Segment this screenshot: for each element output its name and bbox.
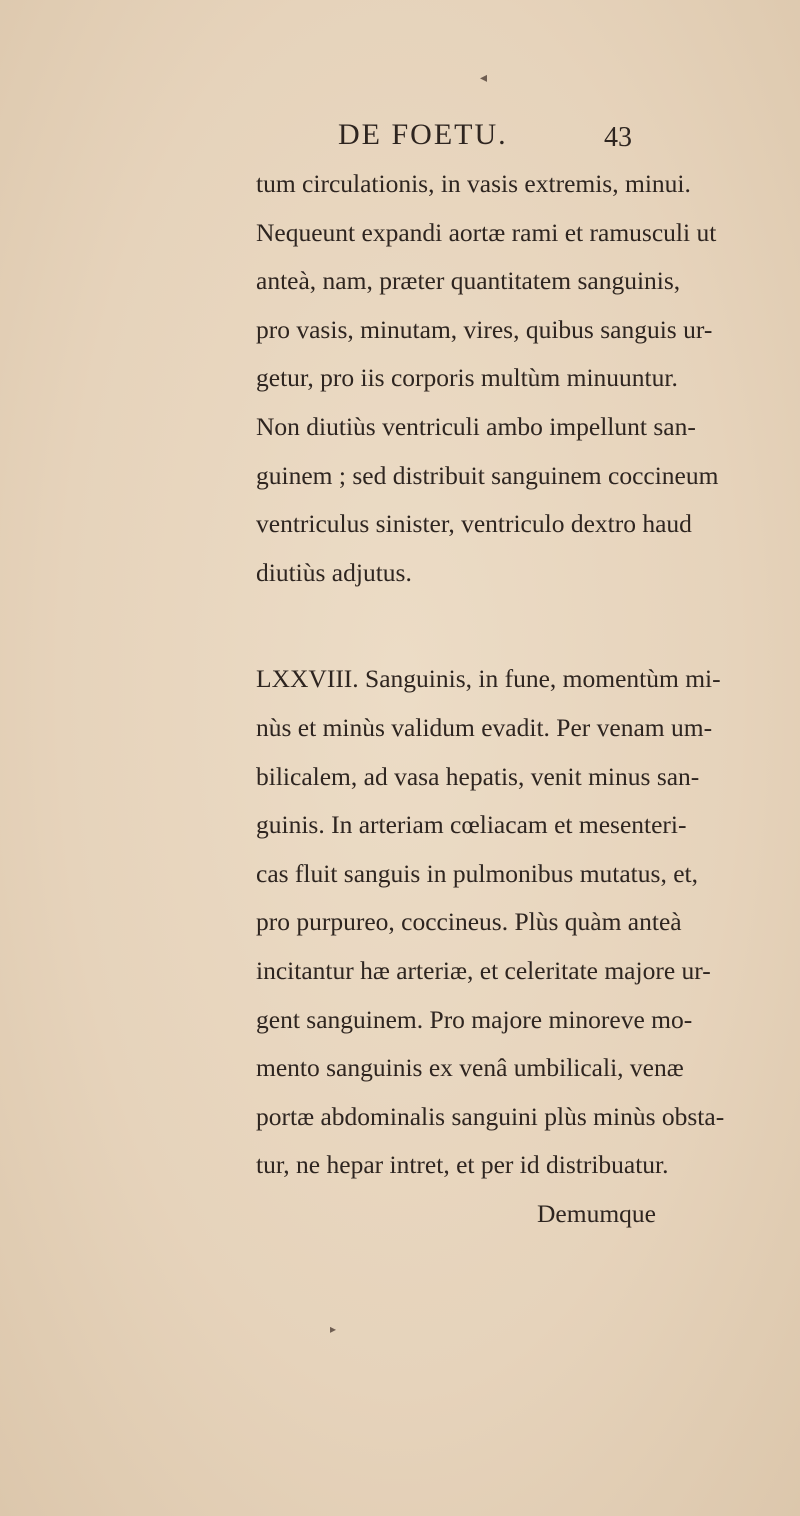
text-line: LXXVIII. Sanguinis, in fune, momentùm mi- (256, 664, 721, 694)
text-line: tur, ne hepar intret, et per id distribuatur. (256, 1150, 669, 1180)
paragraph (256, 655, 725, 1238)
text-line: diutiùs adjutus. (256, 557, 412, 587)
text-line: Nequeunt expandi aortæ rami et ramusculi ut (256, 217, 717, 247)
text-line: guinis. In arteriam cœliacam et mesenteri- (256, 810, 687, 840)
body-text (256, 160, 725, 1238)
text-line: tum circulationis, in vasis extremis, minui. (256, 169, 691, 198)
paragraph-gap (256, 597, 656, 655)
text-line: guinem ; sed distribuit sanguinem coccineum (256, 460, 719, 490)
text-line: ventriculus sinister, ventriculo dextro haud (256, 509, 692, 539)
text-line: pro vasis, minutam, vires, quibus sanguis ur- (256, 314, 713, 344)
text-line: nùs et minùs validum evadit. Per venam um- (256, 712, 713, 742)
text-line: cas fluit sanguis in pulmonibus mutatus, et, (256, 858, 698, 888)
text-line: Non diutiùs ventriculi ambo impellunt san- (256, 411, 696, 441)
stray-ink-mark: ▸ (330, 1322, 337, 1336)
text-line: incitantur hæ arteriæ, et celeritate majore ur- (256, 955, 711, 985)
text-line: mento sanguinis ex venâ umbilicali, venæ (256, 1053, 684, 1083)
stray-ink-mark: ◂ (480, 70, 488, 86)
text-line: pro purpureo, coccineus. Plùs quàm anteà (256, 907, 682, 937)
running-title: DE FOETU. (338, 118, 508, 151)
text-line: portæ abdominalis sanguini plùs minùs obsta- (256, 1101, 725, 1131)
text-line: bilicalem, ad vasa hepatis, venit minus san- (256, 761, 700, 791)
text-line: anteà, nam, præter quantitatem sanguinis, (256, 266, 681, 296)
running-head (0, 118, 800, 158)
text-line: gent sanguinem. Pro majore minoreve mo- (256, 1004, 693, 1034)
catchword: Demumque (537, 1198, 656, 1228)
page-number: 43 (604, 122, 632, 153)
text-line: getur, pro iis corporis multùm minuuntur. (256, 363, 678, 393)
paragraph (256, 160, 719, 597)
